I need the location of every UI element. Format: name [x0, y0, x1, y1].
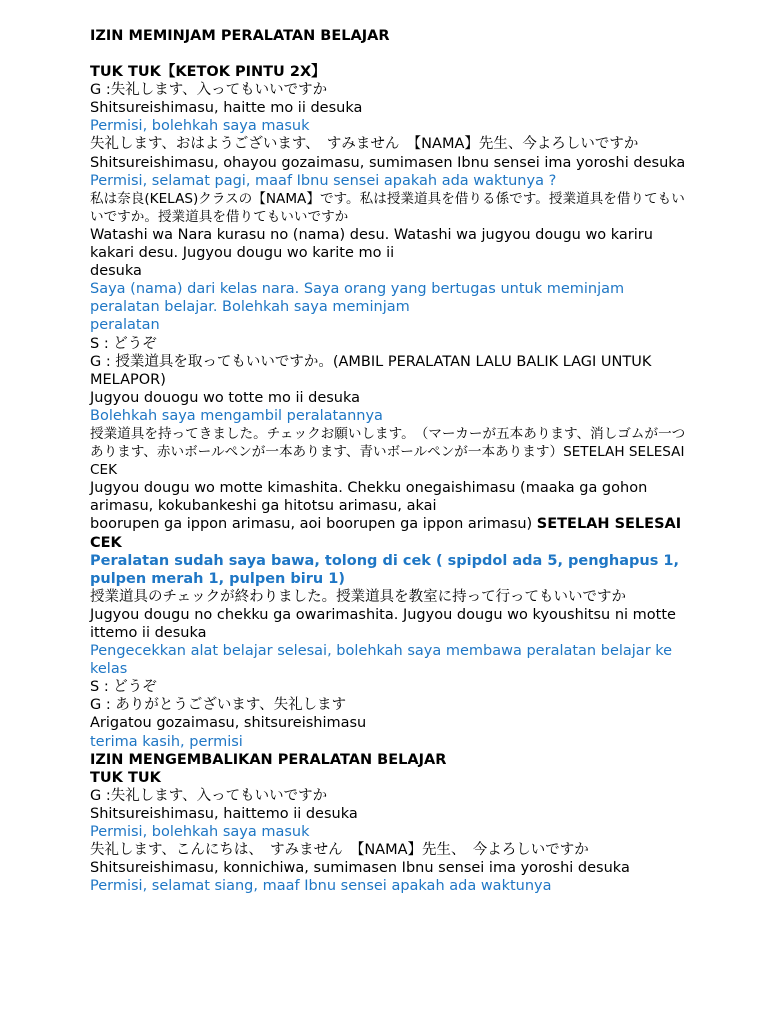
romaji-line: Shitsureishimasu, haittemo ii desuka: [90, 805, 358, 822]
section-title-return: IZIN MENGEMBALIKAN PERALATAN BELAJAR: [90, 751, 447, 768]
translation-line: Permisi, bolehkah saya masuk: [90, 824, 310, 841]
japanese-line: 失礼します、こんにちは、 すみません 【NAMA】先生、 今よろしいですか: [90, 842, 589, 859]
romaji-text: boorupen ga ippon arimasu, aoi boorupen ga ippon arimasu): [90, 516, 533, 533]
translation-line: peralatan: [90, 317, 160, 334]
translation-line: Pengecekkan alat belajar selesai, bolehkah saya membawa peralatan belajar ke kelas: [90, 643, 673, 678]
romaji-line: Shitsureishimasu, konnichiwa, sumimasen Ibnu sensei ima yoroshi desuka: [90, 860, 630, 877]
romaji-line: Jugyou dougu wo motte kimashita. Chekku onegaishimasu (maaka ga gohon arimasu, kokubankeshi ga hitotsu arimasu, akai: [90, 480, 648, 515]
translation-line: terima kasih, permisi: [90, 733, 243, 750]
knock-heading: TUK TUK: [90, 769, 161, 786]
romaji-line: Shitsureishimasu, ohayou gozaimasu, sumimasen Ibnu sensei ima yoroshi desuka: [90, 154, 686, 171]
translation-line-bold: Peralatan sudah saya bawa, tolong di cek ( spipdol ada 5, penghapus 1, pulpen merah 1, pulpen biru 1): [90, 552, 680, 587]
romaji-line: Jugyou dougu no chekku ga owarimashita. Jugyou dougu wo kyoushitsu ni motte ittemo ii desuka: [90, 606, 676, 641]
translation-line: Permisi, selamat pagi, maaf Ibnu sensei apakah ada waktunya ?: [90, 172, 557, 189]
translation-line: Bolehkah saya mengambil peralatannya: [90, 407, 383, 424]
romaji-line: desuka: [90, 263, 142, 280]
japanese-line: G : ありがとうございます、失礼します: [90, 697, 347, 714]
translation-line: Permisi, bolehkah saya masuk: [90, 118, 310, 135]
romaji-line: Watashi wa Nara kurasu no (nama) desu. Watashi wa jugyou dougu wo kariru kakari desu. Jugyou dougu wo karite mo ii: [90, 226, 653, 262]
translation-line: Permisi, selamat siang, maaf Ibnu sensei apakah ada waktunya: [90, 878, 552, 895]
japanese-line: G :失礼します、入ってもいいですか: [90, 82, 328, 99]
japanese-line: G : 授業道具を取ってもいいですか。(AMBIL PERALATAN LALU BALIK LAGI UNTUK MELAPOR): [90, 353, 652, 388]
japanese-line: [90, 425, 690, 479]
japanese-line: 私は奈良(KELAS)クラスの【NAMA】です。私は授業道具を借りる係です。授業道具を借りてもいいですか。授業道具を借りてもいいですか: [90, 190, 685, 225]
japanese-text: 授業道具を持ってきました。チェックお願いします。 （マーカーが五本あります、消しゴムが一つあります、赤いボールペンが一本あります、青いボールペンが一本あります）: [90, 425, 686, 461]
document-page: [90, 27, 690, 895]
japanese-line: 失礼します、おはようございます、 すみません 【NAMA】先生、今よろしいですか: [90, 136, 639, 153]
japanese-line: G :失礼します、入ってもいいですか: [90, 787, 328, 804]
romaji-line: [90, 515, 690, 551]
sensei-reply: S : どうぞ: [90, 335, 157, 352]
japanese-line: 授業道具のチェックが終わりました。授業道具を教室に持って行ってもいいですか: [90, 588, 627, 605]
sensei-reply: S : どうぞ: [90, 679, 157, 696]
instruction-text-bold: SETELAH SELESAI CEK: [90, 516, 682, 551]
romaji-line: Arigatou gozaimasu, shitsureishimasu: [90, 715, 367, 732]
section-title-borrow: IZIN MEMINJAM PERALATAN BELAJAR: [90, 28, 390, 44]
translation-line: Saya (nama) dari kelas nara. Saya orang yang bertugas untuk meminjam peralatan belajar. Bolehkah saya meminjam: [90, 281, 625, 316]
romaji-line: Jugyou douogu wo totte mo ii desuka: [90, 389, 361, 406]
romaji-line: Shitsureishimasu, haitte mo ii desuka: [90, 100, 363, 117]
spacer: [90, 45, 690, 63]
knock-heading: TUK TUK【KETOK PINTU 2X】: [90, 64, 326, 81]
instruction-text: SETELAH SELESAI CEK: [90, 444, 685, 479]
